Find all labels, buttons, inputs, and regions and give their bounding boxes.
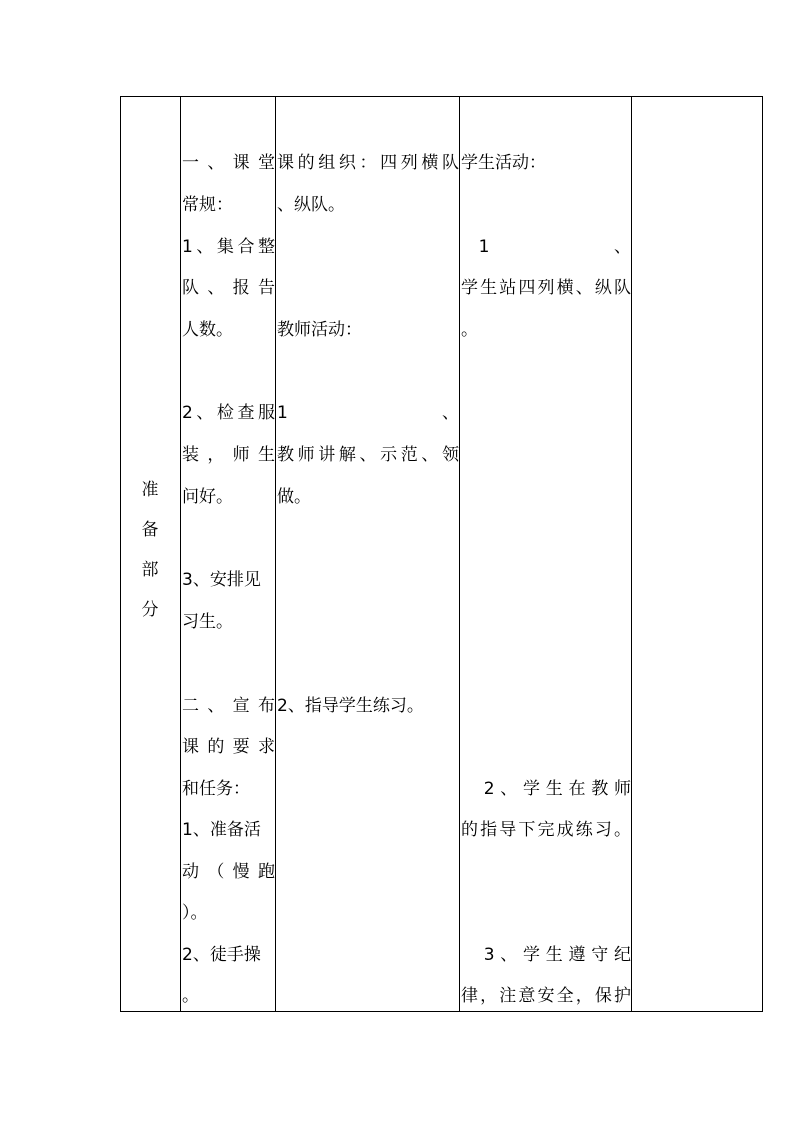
student-activity-column xyxy=(461,96,631,1012)
column-divider xyxy=(180,96,181,1012)
column-divider xyxy=(631,96,632,1012)
section-label-char: 部 xyxy=(141,560,159,580)
content-text-line: 。 xyxy=(182,986,199,1006)
teacher-activity-line: 教师活动： xyxy=(277,320,362,340)
content-text-line: 队、报告 xyxy=(182,278,275,298)
content-text-line: 人数。 xyxy=(182,320,233,340)
content-text-line: 习生。 xyxy=(182,612,233,632)
section-label-cell xyxy=(120,470,180,630)
content-text-line: 和任务： xyxy=(182,779,250,799)
section-label-char: 准 xyxy=(141,480,159,500)
teacher-activity-line: 课的组织：四列横队 xyxy=(277,153,459,173)
student-activity-line: 学生站四列横、纵队 xyxy=(461,278,631,298)
column-divider xyxy=(275,96,276,1012)
student-activity-line: 3、学生遵守纪 xyxy=(461,945,631,965)
notes-column xyxy=(633,96,761,1012)
content-text-line: 一、课堂 xyxy=(182,153,275,173)
content-text-line: 二、宣布 xyxy=(182,696,275,716)
content-text-line: 3、安排见 xyxy=(182,570,261,590)
teacher-activity-line: 教师讲解、示范、领 xyxy=(277,445,459,465)
column-divider xyxy=(459,96,460,1012)
student-activity-line: 的指导下完成练习。 xyxy=(461,820,631,840)
student-activity-line: 律，注意安全，保护 xyxy=(461,986,631,1006)
content-text-line: 课的要求 xyxy=(182,737,275,757)
content-text-line: 2、检查服 xyxy=(182,403,275,423)
content-text-line: 常规： xyxy=(182,195,233,215)
section-label-char: 分 xyxy=(141,600,159,620)
content-text-line: 1、集合整 xyxy=(182,237,275,257)
content-text-line: 2、徒手操 xyxy=(182,945,261,965)
teacher-activity-line: 做。 xyxy=(277,487,311,507)
teacher-activity-line: 1 、 xyxy=(277,403,459,423)
student-activity-line: 。 xyxy=(461,320,478,340)
content-text-line: 问好。 xyxy=(182,487,233,507)
teacher-activity-column xyxy=(277,96,459,1012)
content-text-line: 动（慢跑 xyxy=(182,862,275,882)
content-text-line: ）。 xyxy=(182,903,208,923)
student-activity-line: 2、学生在教师 xyxy=(461,779,631,799)
content-text-line: 装，师生 xyxy=(182,445,275,465)
student-activity-line: 1 、 xyxy=(461,237,631,257)
teacher-activity-line: 2、指导学生练习。 xyxy=(277,696,424,716)
section-label-char: 备 xyxy=(141,520,159,540)
content-text-line: 1、准备活 xyxy=(182,820,261,840)
teacher-activity-line: 、纵队。 xyxy=(277,195,345,215)
student-activity-line: 学生活动： xyxy=(461,153,546,173)
content-column xyxy=(182,96,275,1012)
